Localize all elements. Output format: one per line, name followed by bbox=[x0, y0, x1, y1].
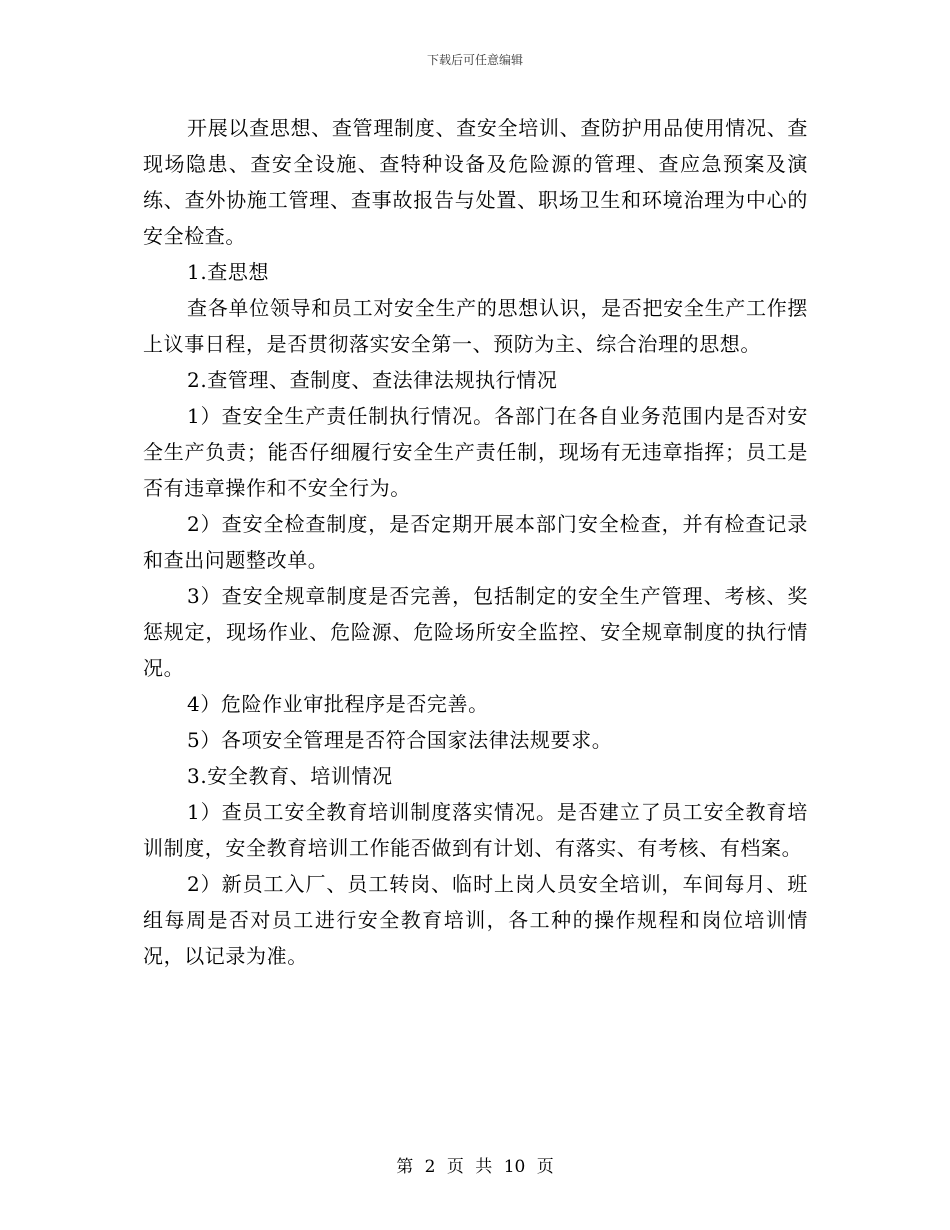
heading-check-management: 2.查管理、查制度、查法律法规执行情况 bbox=[187, 368, 558, 392]
heading-safety-education: 3.安全教育、培训情况 bbox=[187, 764, 393, 788]
heading-check-thinking: 1.查思想 bbox=[187, 260, 270, 284]
page-header: 下载后可任意编辑 bbox=[426, 53, 523, 67]
paragraph-check-thinking: 查各单位领导和员工对安全生产的思想认识，是否把安全生产工作摆上议事日程，是否贯彻落实安全第一、预防为主、综合治理的思想。 bbox=[143, 296, 808, 356]
page-number: 第 2 页 共 10 页 bbox=[396, 1157, 554, 1177]
paragraph-training-system: 1）查员工安全教育培训制度落实情况。是否建立了员工安全教育培训制度，安全教育培训工作能否做到有计划、有落实、有考核、有档案。 bbox=[143, 800, 808, 860]
paragraph-inspection-system: 2）查安全检查制度，是否定期开展本部门安全检查，并有检查记录和查出问题整改单。 bbox=[143, 512, 808, 572]
paragraph-dangerous-work: 4）危险作业审批程序是否完善。 bbox=[187, 692, 489, 716]
paragraph-legal-compliance: 5）各项安全管理是否符合国家法律法规要求。 bbox=[187, 728, 613, 752]
paragraph-intro: 开展以查思想、查管理制度、查安全培训、查防护用品使用情况、查现场隐患、查安全设施、查特种设备及危险源的管理、查应急预案及演练、查外协施工管理、查事故报告与处置、职场卫生和环境治理为中心的安全检查。 bbox=[143, 116, 808, 248]
paragraph-safety-rules: 3）查安全规章制度是否完善，包括制定的安全生产管理、考核、奖惩规定，现场作业、危险源、危险场所安全监控、安全规章制度的执行情况。 bbox=[143, 584, 808, 680]
document-body bbox=[143, 110, 808, 974]
paragraph-responsibility-system: 1）查安全生产责任制执行情况。各部门在各自业务范围内是否对安全生产负责；能否仔细履行安全生产责任制，现场有无违章指挥；员工是否有违章操作和不安全行为。 bbox=[143, 404, 808, 500]
paragraph-new-staff-training: 2）新员工入厂、员工转岗、临时上岗人员安全培训，车间每月、班组每周是否对员工进行安全教育培训，各工种的操作规程和岗位培训情况，以记录为准。 bbox=[143, 872, 808, 968]
